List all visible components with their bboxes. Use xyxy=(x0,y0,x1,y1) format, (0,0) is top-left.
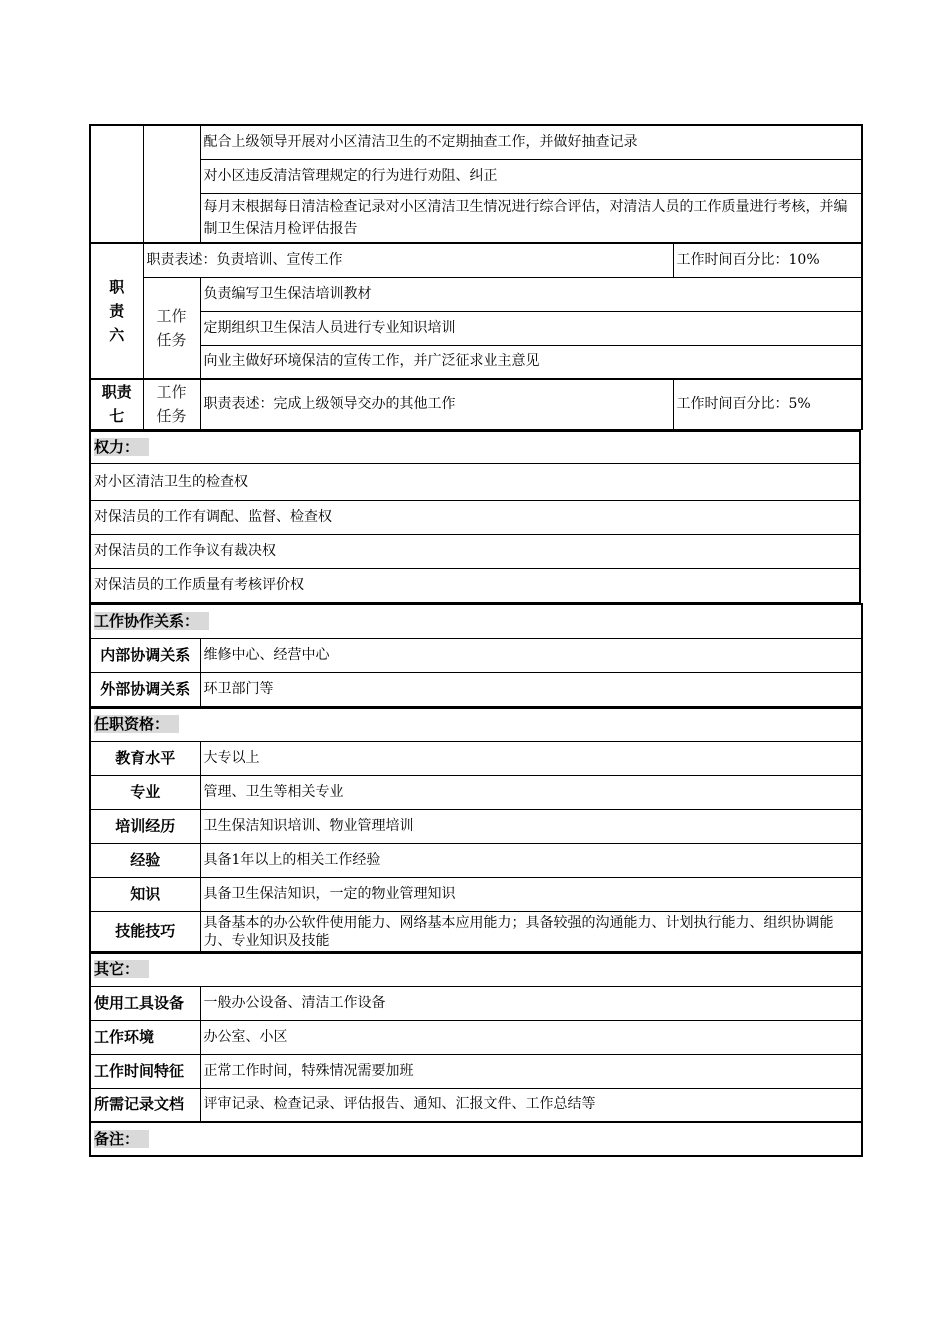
qual-label: 专业 xyxy=(90,776,200,810)
duty5-task: 每月末根据每日清洁检查记录对小区清洁卫生情况进行综合评估，对清洁人员的工作质量进行考核，并编制卫生保洁月检评估报告 xyxy=(200,193,862,243)
duty7-label-line: 职责 xyxy=(101,383,132,402)
power-item: 对保洁员的工作质量有考核评价权 xyxy=(90,569,860,603)
other-title xyxy=(90,953,862,986)
duty5-task-label-cell xyxy=(143,125,200,243)
collab-title-text: 工作协作关系： xyxy=(94,612,209,630)
duty6-task: 负责编写卫生保洁培训教材 xyxy=(200,277,862,311)
duty7-task-label-line: 任务 xyxy=(156,407,187,426)
duty6-task-label xyxy=(143,277,200,379)
other-value: 评审记录、检查记录、评估报告、通知、汇报文件、工作总结等 xyxy=(200,1088,862,1122)
power-item: 对小区清洁卫生的检查权 xyxy=(90,464,860,501)
qual-label: 教育水平 xyxy=(90,742,200,776)
collab-label-internal: 内部协调关系 xyxy=(90,638,200,672)
duty7-time-percent: 工作时间百分比：5% xyxy=(673,379,862,429)
qual-value: 管理、卫生等相关专业 xyxy=(200,776,862,810)
other-label: 所需记录文档 xyxy=(90,1088,200,1122)
duty7-task-label xyxy=(143,379,200,429)
duty7-statement: 职责表述：完成上级领导交办的其他工作 xyxy=(200,379,673,429)
other-value: 正常工作时间，特殊情况需要加班 xyxy=(200,1054,862,1088)
collab-value-external: 环卫部门等 xyxy=(200,672,862,706)
duty5-label-cell xyxy=(90,125,143,243)
other-value: 一般办公设备、清洁工作设备 xyxy=(200,986,862,1020)
other-title-text: 其它： xyxy=(94,960,149,978)
duty7-task-label-line: 工作 xyxy=(156,383,187,402)
duty6-label-line: 责 xyxy=(109,302,125,320)
collab-title xyxy=(90,604,862,638)
collab-label-external: 外部协调关系 xyxy=(90,672,200,706)
job-description-page xyxy=(89,124,861,1157)
other-label: 使用工具设备 xyxy=(90,986,200,1020)
qual-label: 经验 xyxy=(90,844,200,878)
duty5-task: 配合上级领导开展对小区清洁卫生的不定期抽查工作，并做好抽查记录 xyxy=(200,125,862,159)
quals-title-text: 任职资格： xyxy=(94,715,179,733)
other-label: 工作时间特征 xyxy=(90,1054,200,1088)
qual-value: 具备卫生保洁知识，一定的物业管理知识 xyxy=(200,878,862,912)
quals-title xyxy=(90,708,862,742)
powers-title-text: 权力： xyxy=(94,438,149,456)
duty5-task: 对小区违反清洁管理规定的行为进行劝阻、纠正 xyxy=(200,159,862,193)
qual-value: 卫生保洁知识培训、物业管理培训 xyxy=(200,810,862,844)
duty6-time-percent: 工作时间百分比：10% xyxy=(673,243,862,277)
power-item: 对保洁员的工作争议有裁决权 xyxy=(90,535,860,569)
duty7-label xyxy=(90,379,143,429)
qual-value: 具备1年以上的相关工作经验 xyxy=(200,844,862,878)
power-item: 对保洁员的工作有调配、监督、检查权 xyxy=(90,501,860,535)
powers-title xyxy=(90,431,860,464)
collab-value-internal: 维修中心、经营中心 xyxy=(200,638,862,672)
notes-title xyxy=(90,1122,862,1156)
duty6-statement: 职责表述：负责培训、宣传工作 xyxy=(143,243,673,277)
duty6-task-label-line: 任务 xyxy=(156,330,187,349)
qual-label: 知识 xyxy=(90,878,200,912)
powers-table xyxy=(89,430,861,604)
qual-value: 具备基本的办公软件使用能力、网络基本应用能力；具备较强的沟通能力、计划执行能力、组织协调能力、专业知识及技能 xyxy=(200,912,862,952)
collab-table xyxy=(89,603,863,707)
other-value: 办公室、小区 xyxy=(200,1020,862,1054)
other-label: 工作环境 xyxy=(90,1020,200,1054)
qual-label: 培训经历 xyxy=(90,810,200,844)
duty6-task-label-line: 工作 xyxy=(156,306,187,325)
duty6-task: 向业主做好环境保洁的宣传工作，并广泛征求业主意见 xyxy=(200,345,862,379)
duties-table xyxy=(89,124,863,430)
duty6-label-line: 六 xyxy=(109,326,125,344)
qualifications-table xyxy=(89,707,863,953)
duty6-label xyxy=(90,243,143,379)
duty6-task: 定期组织卫生保洁人员进行专业知识培训 xyxy=(200,311,862,345)
duty7-label-line: 七 xyxy=(109,407,125,426)
notes-title-text: 备注： xyxy=(94,1130,149,1148)
qual-label: 技能技巧 xyxy=(90,912,200,952)
qual-value: 大专以上 xyxy=(200,742,862,776)
duty6-label-line: 职 xyxy=(109,278,125,296)
other-table xyxy=(89,952,863,1157)
